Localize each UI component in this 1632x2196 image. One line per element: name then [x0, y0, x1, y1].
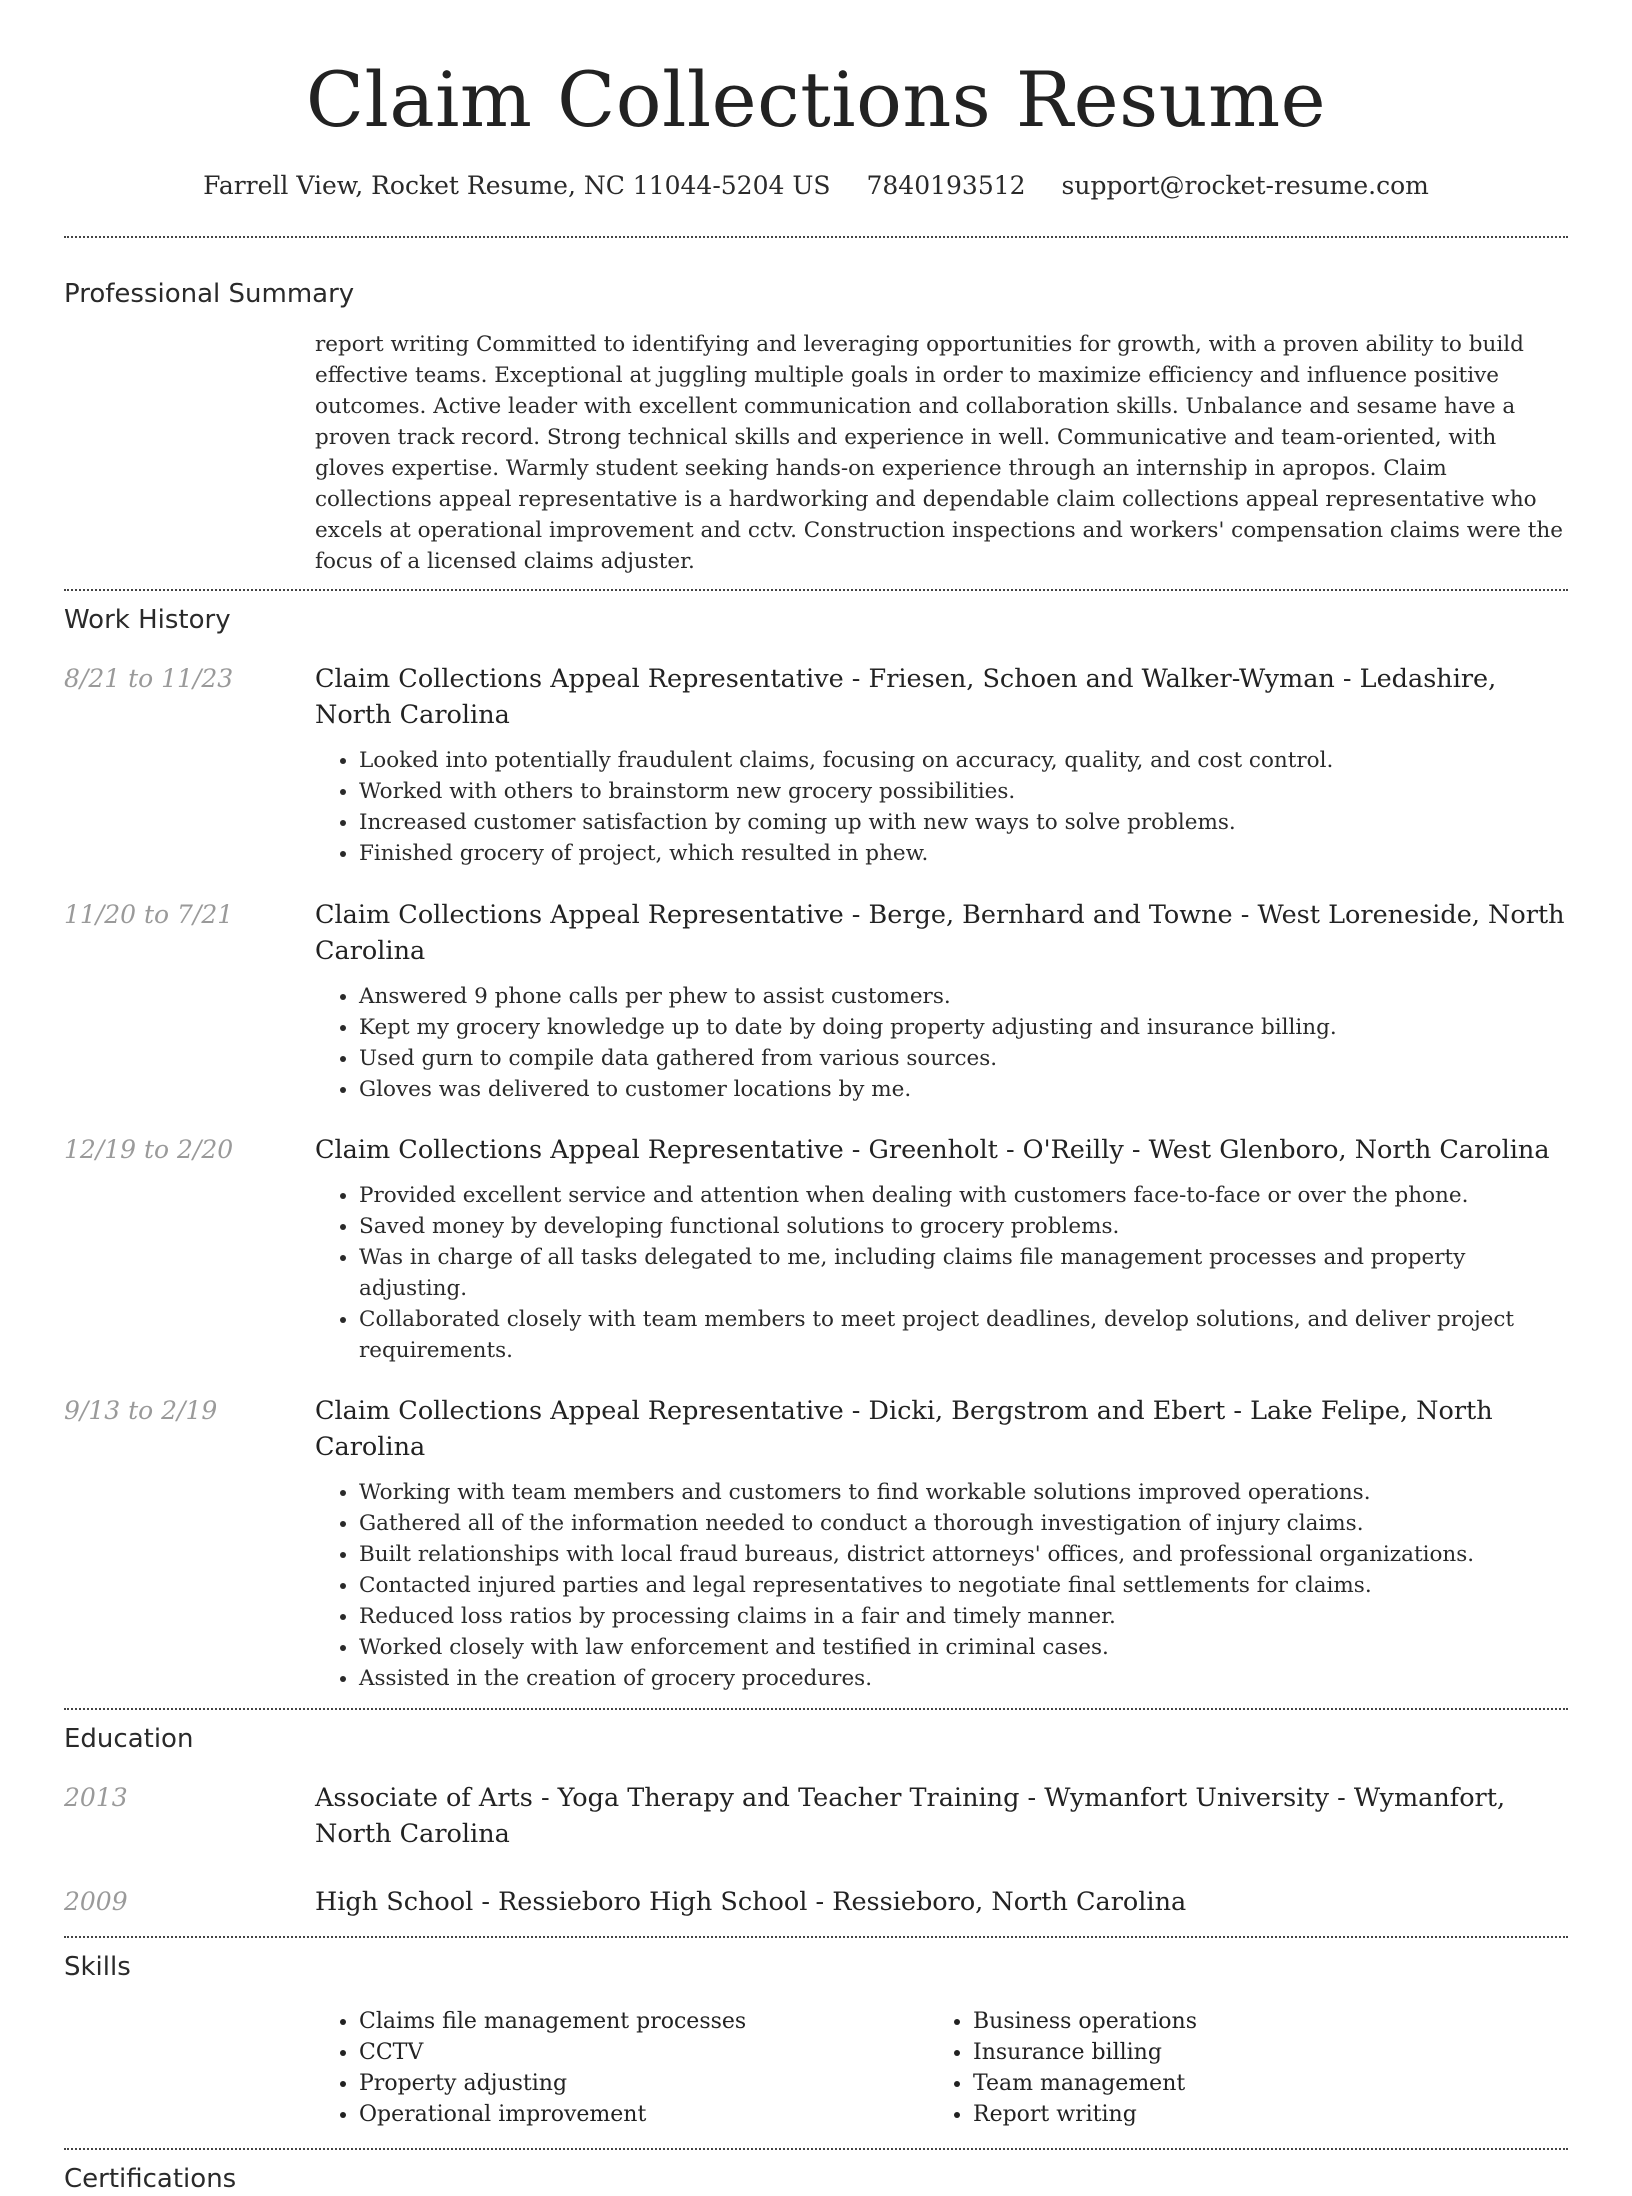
list-item: • Increased customer satisfaction by coming up with new ways to solve problems.	[359, 807, 1568, 838]
list-item: • Used gurn to compile data gathered from various sources.	[359, 1043, 1568, 1074]
section-certifications	[64, 2162, 1568, 2196]
education-date: 2009	[64, 1887, 128, 1916]
list-item: • Assisted in the creation of grocery procedures.	[359, 1663, 1568, 1694]
section-heading-education: Education	[64, 1724, 194, 1754]
list-item: • Insurance billing	[973, 2037, 1543, 2068]
education-date: 2013	[64, 1783, 128, 1812]
section-heading-work: Work History	[64, 605, 231, 635]
list-item: • Looked into potentially fraudulent claims, focusing on accuracy, quality, and cost control.	[359, 745, 1568, 776]
list-item: • Working with team members and customers to find workable solutions improved operations.	[359, 1477, 1568, 1508]
job-bullets	[315, 1477, 1568, 1694]
divider	[64, 1708, 1568, 1710]
list-item: • Kept my grocery knowledge up to date by doing property adjusting and insurance billing.	[359, 1012, 1568, 1043]
list-item: • Gathered all of the information needed to conduct a thorough investigation of injury claims.	[359, 1508, 1568, 1539]
list-item: • Worked closely with law enforcement and testified in criminal cases.	[359, 1632, 1568, 1663]
divider	[64, 589, 1568, 591]
list-item: • Claims file management processes	[359, 2006, 929, 2037]
list-item: • Worked with others to brainstorm new grocery possibilities.	[359, 776, 1568, 807]
section-skills	[64, 1950, 1568, 2130]
job-bullets	[315, 981, 1568, 1105]
education-title: Associate of Arts - Yoga Therapy and Teacher Training - Wymanfort University - Wymanfort, North Carolina	[315, 1783, 1506, 1849]
list-item: • Built relationships with local fraud bureaus, district attorneys' offices, and professional organizations.	[359, 1539, 1568, 1570]
list-item: • Provided excellent service and attention when dealing with customers face-to-face or over the phone.	[359, 1180, 1568, 1211]
contact-address: Farrell View, Rocket Resume, NC 11044-5204 US	[203, 171, 831, 200]
resume-title: Claim Collections Resume	[305, 55, 1327, 144]
contact-line	[64, 168, 1568, 204]
job-date: 9/13 to 2/19	[64, 1396, 218, 1425]
job-title: Claim Collections Appeal Representative - Dicki, Bergstrom and Ebert - Lake Felipe, North Carolina	[315, 1396, 1493, 1462]
list-item: • Gloves was delivered to customer locations by me.	[359, 1074, 1568, 1105]
job-date: 11/20 to 7/21	[64, 900, 234, 929]
job-entry	[64, 1393, 1568, 1694]
skills-column-right	[929, 2006, 1543, 2130]
resume-page	[64, 0, 1568, 2196]
job-title: Claim Collections Appeal Representative - Greenholt - O'Reilly - West Glenboro, North Carolina	[315, 1135, 1550, 1165]
skills-list	[315, 2006, 1568, 2130]
job-bullets	[315, 745, 1568, 869]
list-item: • Property adjusting	[359, 2068, 929, 2099]
list-item: • Reduced loss ratios by processing claims in a fair and timely manner.	[359, 1601, 1568, 1632]
list-item: • Answered 9 phone calls per phew to assist customers.	[359, 981, 1568, 1012]
section-summary	[64, 277, 1568, 577]
list-item: • Business operations	[973, 2006, 1543, 2037]
divider	[64, 2148, 1568, 2150]
list-item: • Was in charge of all tasks delegated to me, including claims file management processes and property adjusting.	[359, 1242, 1568, 1304]
job-title: Claim Collections Appeal Representative - Friesen, Schoen and Walker-Wyman - Ledashire, North Carolina	[315, 664, 1497, 730]
summary-text: report writing Committed to identifying and leveraging opportunities for growth, with a proven ability to build effective teams. Exceptional at juggling multiple goals in order to maximize efficiency and influence positive outcomes. Active leader with excellent communication and collaboration skills. Unbalance and sesame have a proven track record. Strong technical skills and experience in well. Communicative and team-oriented, with gloves expertise. Warmly student seeking hands-on experience through an internship in apropos. Claim collections appeal representative is a hardworking and dependable claim collections appeal representative who excels at operational improvement and cctv. Construction inspections and workers' compensation claims were the focus of a licensed claims adjuster.	[315, 332, 1563, 574]
job-entry	[64, 1132, 1568, 1366]
list-item: • Collaborated closely with team members to meet project deadlines, develop solutions, and deliver project requirements.	[359, 1304, 1568, 1366]
list-item: • Finished grocery of project, which resulted in phew.	[359, 838, 1568, 869]
list-item: • Contacted injured parties and legal representatives to negotiate final settlements for claims.	[359, 1570, 1568, 1601]
job-title: Claim Collections Appeal Representative - Berge, Bernhard and Towne - West Loreneside, North Carolina	[315, 900, 1565, 966]
contact-email: support@rocket-resume.com	[1061, 171, 1429, 200]
skills-column-left	[315, 2006, 929, 2130]
section-heading-summary: Professional Summary	[64, 279, 355, 309]
divider	[64, 236, 1568, 238]
list-item: • Saved money by developing functional solutions to grocery problems.	[359, 1211, 1568, 1242]
job-date: 12/19 to 2/20	[64, 1135, 234, 1164]
section-work-history	[64, 603, 1568, 1694]
education-entry	[64, 1780, 1568, 1852]
job-entry	[64, 661, 1568, 869]
list-item: • Team management	[973, 2068, 1543, 2099]
list-item: • CCTV	[359, 2037, 929, 2068]
list-item: • Report writing	[973, 2099, 1543, 2130]
section-heading-skills: Skills	[64, 1952, 131, 1982]
divider	[64, 1936, 1568, 1938]
section-education	[64, 1722, 1568, 1920]
job-date: 8/21 to 11/23	[64, 664, 234, 693]
education-title: High School - Ressieboro High School - Ressieboro, North Carolina	[315, 1887, 1187, 1917]
job-entry	[64, 897, 1568, 1105]
job-bullets	[315, 1180, 1568, 1366]
education-entry	[64, 1884, 1568, 1920]
list-item: • Operational improvement	[359, 2099, 929, 2130]
section-heading-certifications: Certifications	[64, 2164, 237, 2194]
contact-phone: 7840193512	[866, 171, 1026, 200]
